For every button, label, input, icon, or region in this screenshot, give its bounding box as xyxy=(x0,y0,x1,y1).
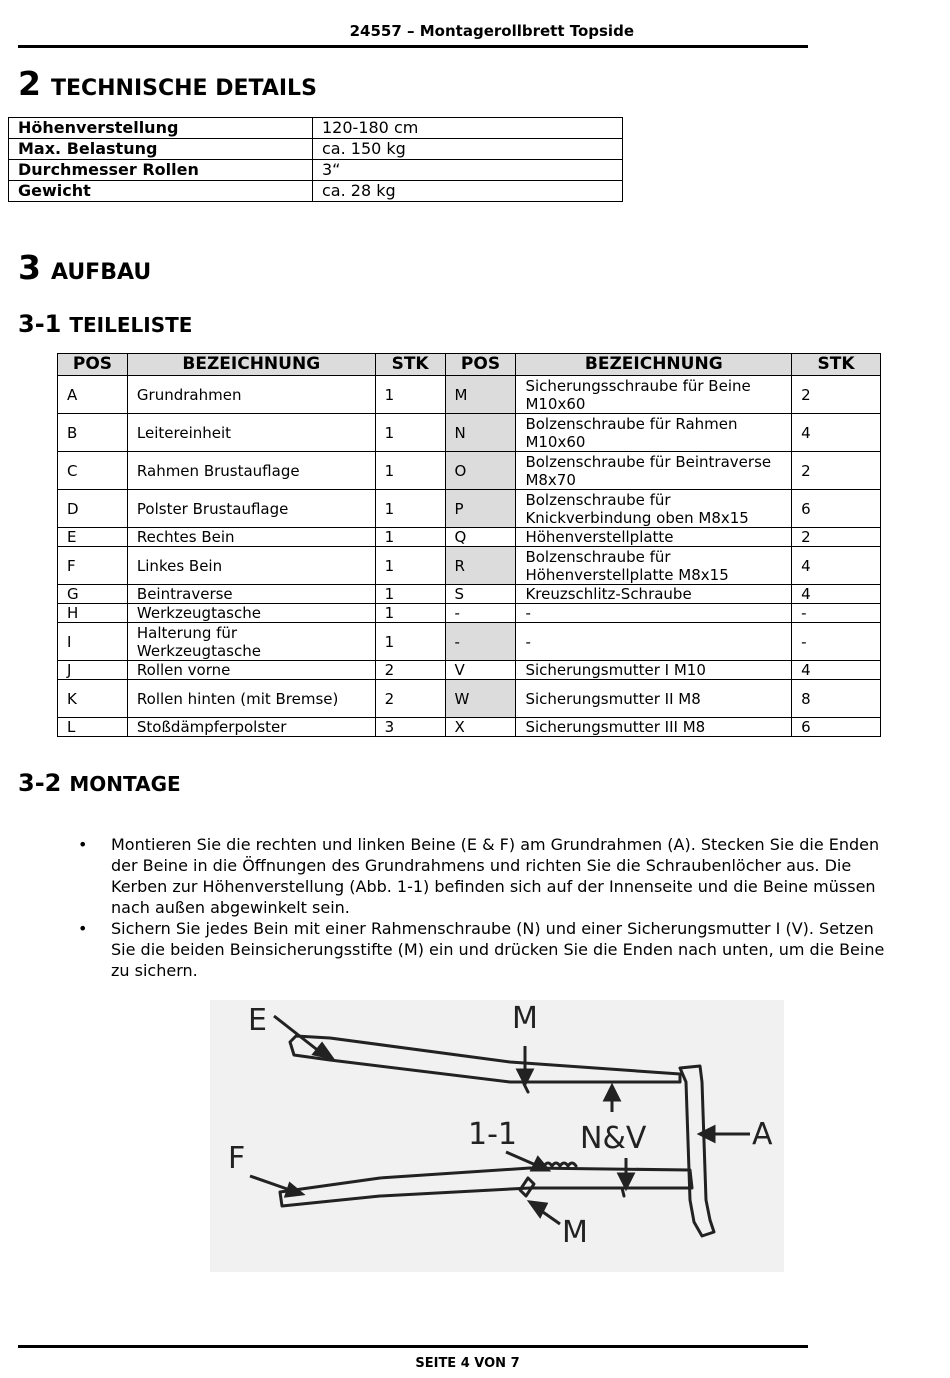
part-name: Sicherungsmutter III M8 xyxy=(516,718,792,737)
part-name: Linkes Bein xyxy=(127,547,375,585)
part-name: Grundrahmen xyxy=(127,376,375,414)
part-name: Stoßdämpferpolster xyxy=(127,718,375,737)
instruction-text: Montieren Sie die rechten und linken Beine (E & F) am Grundrahmen (A). Stecken Sie die Enden der Beine in die Öffnungen des Grundrahmens und richten Sie die Schraubenlöcher aus. Die Kerben zur Höhenverstellung (Abb. 1-1) befinden sich auf der Innenseite und die Beine müssen nach außen abgewinkelt sein. xyxy=(111,835,880,917)
part-qty: 2 xyxy=(792,452,881,490)
arrow-e xyxy=(274,1016,320,1052)
part-pos: - xyxy=(445,623,516,661)
table-row xyxy=(58,680,881,718)
table-row xyxy=(58,528,881,547)
part-qty: - xyxy=(792,623,881,661)
part-name: Leitereinheit xyxy=(127,414,375,452)
part-qty: 1 xyxy=(375,376,445,414)
part-name: - xyxy=(516,623,792,661)
table-row xyxy=(58,585,881,604)
part-name: Rollen vorne xyxy=(127,661,375,680)
part-qty: 4 xyxy=(792,585,881,604)
part-qty: 8 xyxy=(792,680,881,718)
list-item xyxy=(78,834,898,918)
part-name: Sicherungsmutter II M8 xyxy=(516,680,792,718)
table-header-row xyxy=(58,354,881,376)
part-pos: D xyxy=(58,490,128,528)
bullet-icon: • xyxy=(78,919,88,938)
part-qty: 3 xyxy=(375,718,445,737)
part-pos: Q xyxy=(445,528,516,547)
part-qty: 6 xyxy=(792,718,881,737)
spec-value: 3“ xyxy=(313,160,623,181)
part-name: Rollen hinten (mit Bremse) xyxy=(127,680,375,718)
part-qty: 1 xyxy=(375,623,445,661)
part-qty: 2 xyxy=(375,661,445,680)
column-header-bezeichnung: BEZEICHNUNG xyxy=(127,354,375,376)
part-qty: 4 xyxy=(792,661,881,680)
part-name: Polster Brustauflage xyxy=(127,490,375,528)
table-row xyxy=(58,604,881,623)
page-number: SEITE 4 VON 7 xyxy=(415,1356,520,1371)
part-name: Kreuzschlitz-Schraube xyxy=(516,585,792,604)
part-pos: K xyxy=(58,680,128,718)
part-pos: R xyxy=(445,547,516,585)
part-pos: B xyxy=(58,414,128,452)
assembly-diagram xyxy=(210,1000,784,1272)
part-qty: 1 xyxy=(375,490,445,528)
table-row xyxy=(58,452,881,490)
part-pos: L xyxy=(58,718,128,737)
table-row xyxy=(58,547,881,585)
part-qty: 1 xyxy=(375,604,445,623)
label-1-1: 1-1 xyxy=(468,1117,517,1152)
part-pos: G xyxy=(58,585,128,604)
instruction-text: Sichern Sie jedes Bein mit einer Rahmenschraube (N) und einer Sicherungsmutter I (V). Setzen Sie die beiden Beinsicherungsstifte (M) ein und drücken Sie die Enden nach unten, um die Beine zu sichern. xyxy=(111,919,885,980)
part-name: Halterung für Werkzeugtasche xyxy=(127,623,375,661)
column-header-stk: STK xyxy=(792,354,881,376)
part-name: Werkzeugtasche xyxy=(127,604,375,623)
part-name: Rahmen Brustauflage xyxy=(127,452,375,490)
part-name: Sicherungsschraube für Beine M10x60 xyxy=(516,376,792,414)
table-row xyxy=(9,139,623,160)
part-pos: J xyxy=(58,661,128,680)
part-qty: 4 xyxy=(792,547,881,585)
section-3-2-heading xyxy=(18,769,181,797)
section-3-title: AUFBAU xyxy=(50,260,152,285)
section-2-title: TECHNISCHE DETAILS xyxy=(50,76,317,101)
arrowhead-nv-up xyxy=(605,1086,619,1100)
arrow-f xyxy=(250,1176,290,1190)
spec-label: Gewicht xyxy=(9,181,313,202)
part-pos: F xyxy=(58,547,128,585)
label-f: F xyxy=(228,1141,246,1176)
part-qty: 1 xyxy=(375,585,445,604)
part-pos: H xyxy=(58,604,128,623)
section-3-number: 3 xyxy=(18,248,41,287)
label-m-top: M xyxy=(512,1001,538,1036)
part-qty: 2 xyxy=(792,528,881,547)
part-pos: A xyxy=(58,376,128,414)
table-row xyxy=(58,414,881,452)
assembly-diagram-drawing xyxy=(210,1000,784,1272)
spec-label: Max. Belastung xyxy=(9,139,313,160)
section-3-1-number: 3-1 xyxy=(18,310,62,338)
spec-value: 120-180 cm xyxy=(313,118,623,139)
table-row xyxy=(58,490,881,528)
section-2-number: 2 xyxy=(18,64,41,103)
spec-value: ca. 150 kg xyxy=(313,139,623,160)
part-pos: X xyxy=(445,718,516,737)
part-qty: 4 xyxy=(792,414,881,452)
section-3-heading xyxy=(18,248,151,287)
table-row xyxy=(58,718,881,737)
part-pos: V xyxy=(445,661,516,680)
document-header-title: 24557 – Montagerollbrett Topside xyxy=(349,22,634,40)
section-3-1-title: TEILELISTE xyxy=(69,313,193,337)
part-qty: - xyxy=(792,604,881,623)
section-3-2-number: 3-2 xyxy=(18,769,62,797)
table-row xyxy=(58,376,881,414)
part-pos: W xyxy=(445,680,516,718)
column-header-stk: STK xyxy=(375,354,445,376)
spec-value: ca. 28 kg xyxy=(313,181,623,202)
technical-details-table xyxy=(8,117,623,202)
column-header-pos: POS xyxy=(445,354,516,376)
label-a: A xyxy=(752,1117,773,1152)
column-header-pos: POS xyxy=(58,354,128,376)
label-n-and-v: N&V xyxy=(580,1121,647,1156)
parts-list-table xyxy=(57,353,881,737)
part-pos: N xyxy=(445,414,516,452)
part-pos: C xyxy=(58,452,128,490)
section-3-1-heading xyxy=(18,310,192,338)
part-qty: 1 xyxy=(375,414,445,452)
part-name: Bolzenschraube für Höhenverstellplatte M8x15 xyxy=(516,547,792,585)
part-name: Höhenverstellplatte xyxy=(516,528,792,547)
part-pos: E xyxy=(58,528,128,547)
section-2-heading xyxy=(18,64,317,103)
part-name: Bolzenschraube für Knickverbindung oben M8x15 xyxy=(516,490,792,528)
label-m-bottom: M xyxy=(562,1215,588,1250)
table-row xyxy=(9,118,623,139)
section-3-2-title: MONTAGE xyxy=(69,772,181,796)
part-pos: P xyxy=(445,490,516,528)
table-row xyxy=(58,661,881,680)
spec-label: Durchmesser Rollen xyxy=(9,160,313,181)
arrowhead-nv-down xyxy=(619,1174,633,1188)
part-name: Sicherungsmutter I M10 xyxy=(516,661,792,680)
part-pos: S xyxy=(445,585,516,604)
column-header-bezeichnung: BEZEICHNUNG xyxy=(516,354,792,376)
table-row xyxy=(58,623,881,661)
part-qty: 1 xyxy=(375,547,445,585)
part-qty: 2 xyxy=(792,376,881,414)
part-qty: 1 xyxy=(375,528,445,547)
part-pos: I xyxy=(58,623,128,661)
spec-label: Höhenverstellung xyxy=(9,118,313,139)
arrowhead-e xyxy=(314,1044,332,1058)
bullet-icon: • xyxy=(78,835,88,854)
part-qty: 6 xyxy=(792,490,881,528)
part-qty: 1 xyxy=(375,452,445,490)
table-row xyxy=(9,181,623,202)
part-name: - xyxy=(516,604,792,623)
header-rule xyxy=(18,45,808,48)
label-e: E xyxy=(248,1003,267,1038)
list-item xyxy=(78,918,898,981)
part-pos: M xyxy=(445,376,516,414)
part-name: Beintraverse xyxy=(127,585,375,604)
arrow-1-1 xyxy=(506,1152,538,1166)
part-name: Bolzenschraube für Beintraverse M8x70 xyxy=(516,452,792,490)
footer-rule xyxy=(18,1345,808,1348)
table-row xyxy=(9,160,623,181)
part-qty: 2 xyxy=(375,680,445,718)
part-name: Rechtes Bein xyxy=(127,528,375,547)
part-pos: O xyxy=(445,452,516,490)
part-name: Bolzenschraube für Rahmen M10x60 xyxy=(516,414,792,452)
part-pos: - xyxy=(445,604,516,623)
assembly-instructions-list xyxy=(78,834,898,981)
